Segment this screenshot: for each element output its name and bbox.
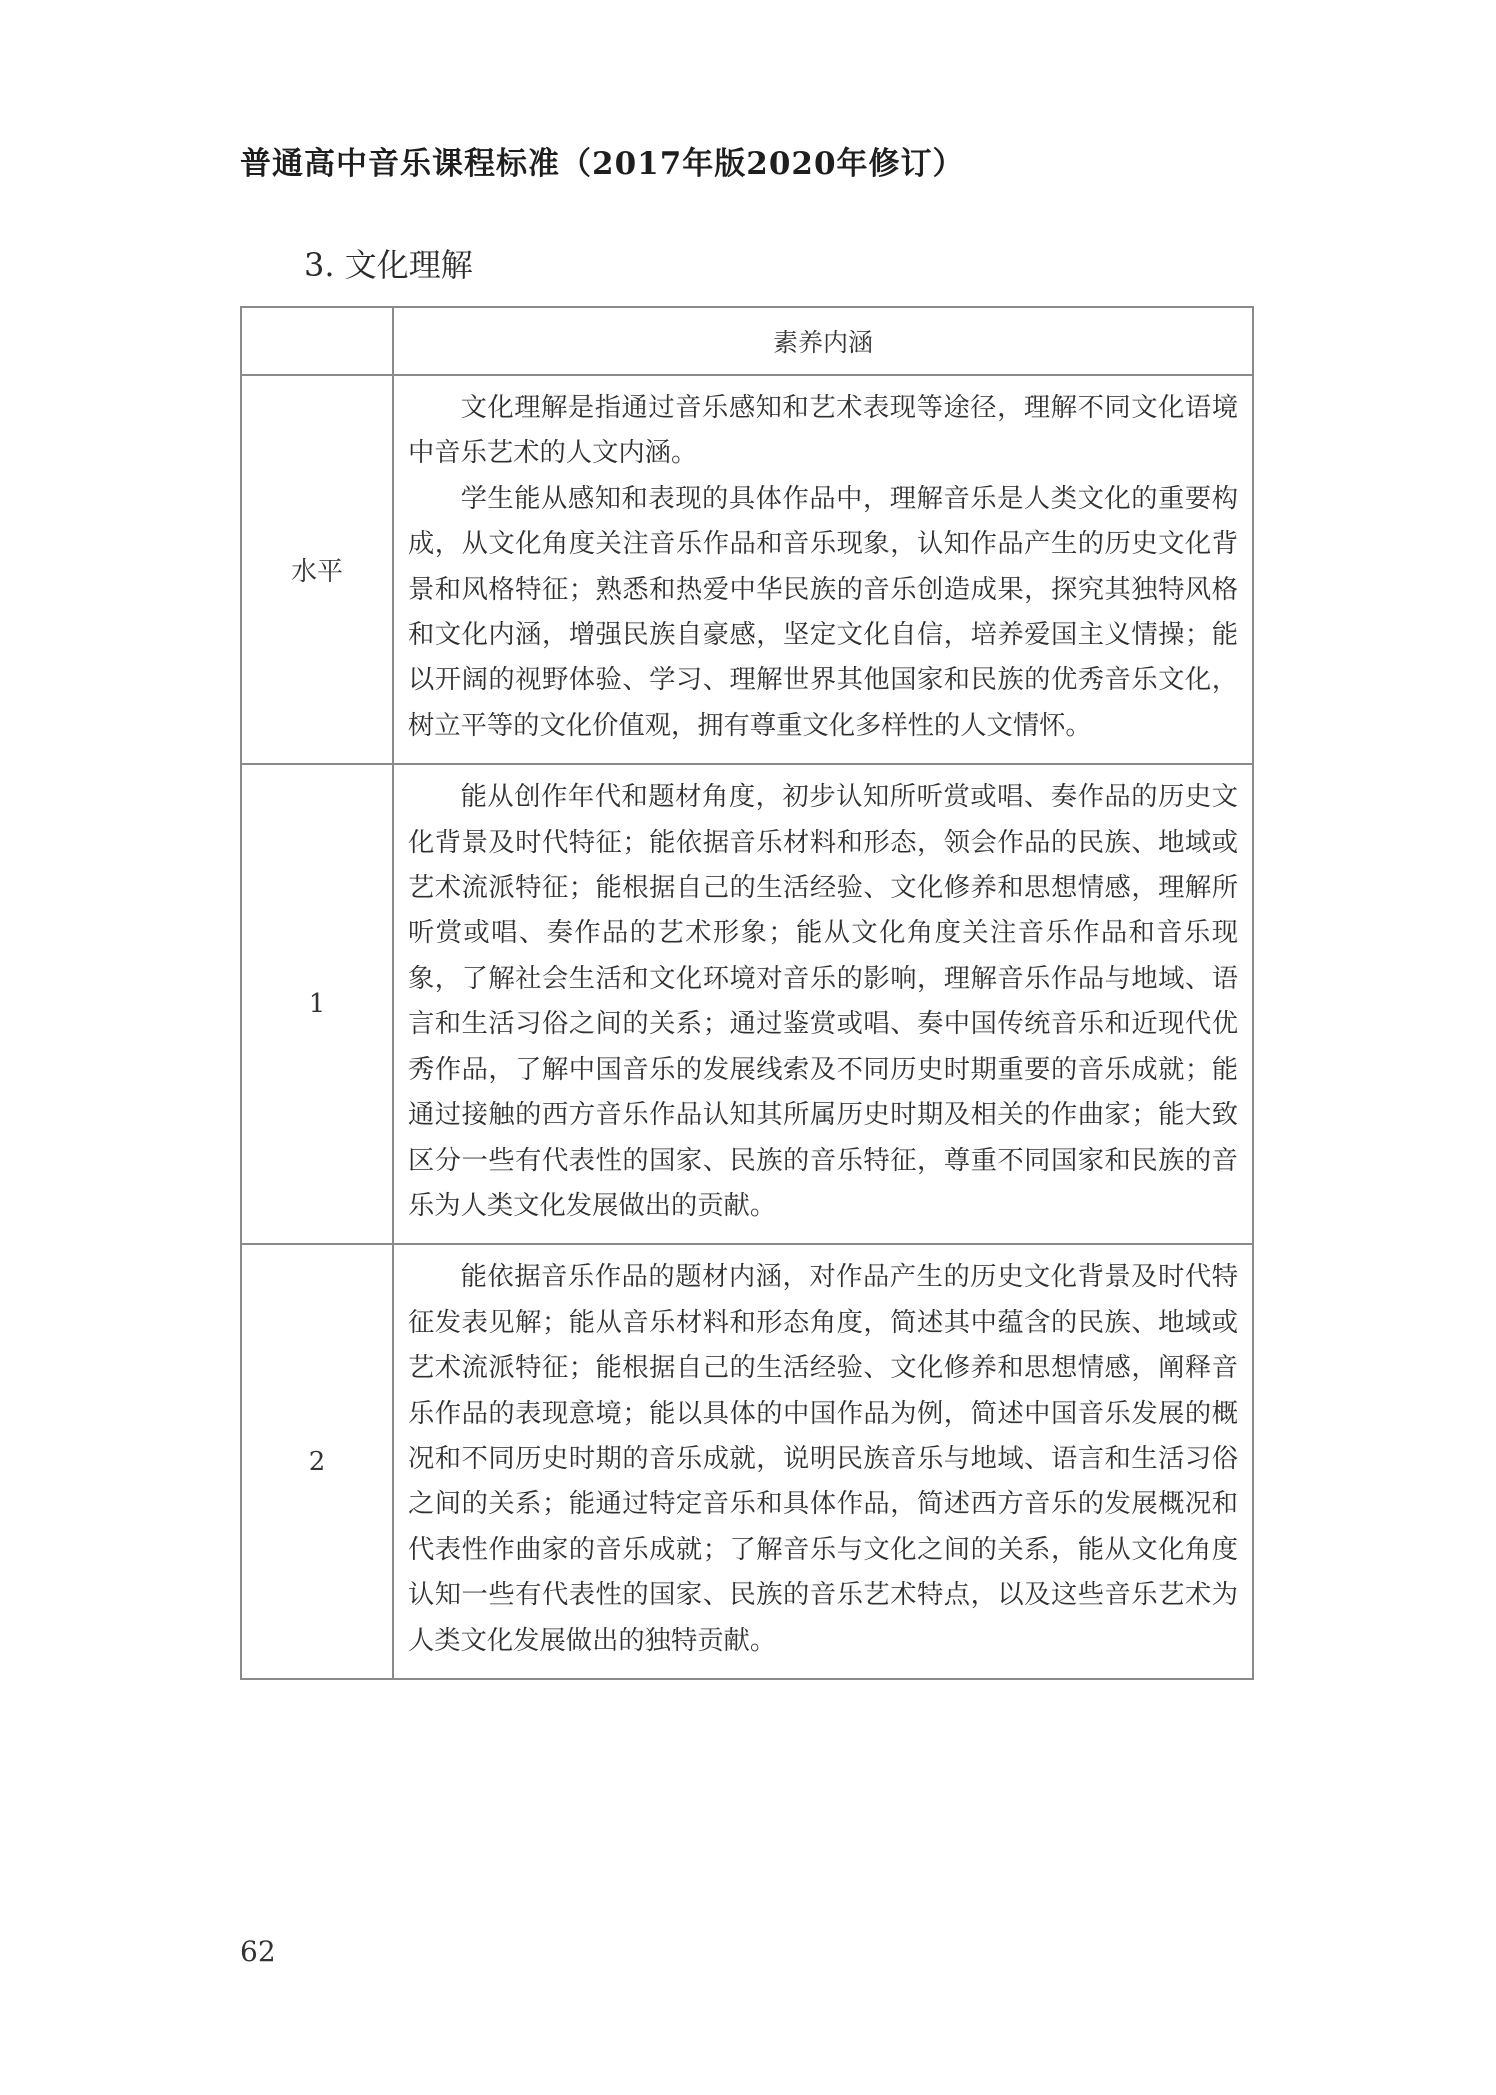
page-number: 62	[240, 1935, 276, 1968]
section-title: 3. 文化理解	[304, 246, 473, 284]
content-cell	[393, 375, 1253, 764]
content-paragraph: 能依据音乐作品的题材内涵，对作品产生的历史文化背景及时代特征发表见解；能从音乐材料和形态角度，简述其中蕴含的民族、地域或艺术流派特征；能根据自己的生活经验、文化修养和思想情感，阐释音乐作品的表现意境；能以具体的中国作品为例，简述中国音乐发展的概况和不同历史时期的音乐成就，说明民族音乐与地域、语言和生活习俗之间的关系；能通过特定音乐和具体作品，简述西方音乐的发展概况和代表性作曲家的音乐成就；了解音乐与文化之间的关系，能从文化角度认知一些有代表性的国家、民族的音乐艺术特点，以及这些音乐艺术为人类文化发展做出的独特贡献。	[408, 1262, 1238, 1656]
table-header-row	[241, 307, 1253, 375]
content-cell	[393, 1244, 1253, 1679]
content-paragraph: 文化理解是指通过音乐感知和艺术表现等途径，理解不同文化语境中音乐艺术的人文内涵。	[408, 393, 1238, 469]
level-label: 2	[241, 1244, 393, 1679]
level-label: 水平	[241, 375, 393, 764]
content-cell	[393, 764, 1253, 1244]
table-row	[241, 764, 1253, 1244]
table-row	[241, 1244, 1253, 1679]
content-paragraph: 能从创作年代和题材角度，初步认知所听赏或唱、奏作品的历史文化背景及时代特征；能依据音乐材料和形态，领会作品的民族、地域或艺术流派特征；能根据自己的生活经验、文化修养和思想情感，理解所听赏或唱、奏作品的艺术形象；能从文化角度关注音乐作品和音乐现象，了解社会生活和文化环境对音乐的影响，理解音乐作品与地域、语言和生活习俗之间的关系；通过鉴赏或唱、奏中国传统音乐和近现代优秀作品，了解中国音乐的发展线索及不同历史时期重要的音乐成就；能通过接触的西方音乐作品认知其所属历史时期及相关的作曲家；能大致区分一些有代表性的国家、民族的音乐特征，尊重不同国家和民族的音乐为人类文化发展做出的贡献。	[408, 782, 1238, 1221]
header-level-cell	[241, 307, 393, 375]
level-label: 1	[241, 764, 393, 1244]
table-row	[241, 375, 1253, 764]
standards-table	[240, 306, 1254, 1680]
page-header-title: 普通高中音乐课程标准（2017年版2020年修订）	[240, 146, 965, 182]
column-header: 素养内涵	[393, 307, 1253, 375]
content-paragraph: 学生能从感知和表现的具体作品中，理解音乐是人类文化的重要构成，从文化角度关注音乐作品和音乐现象，认知作品产生的历史文化背景和风格特征；熟悉和热爱中华民族的音乐创造成果，探究其独特风格和文化内涵，增强民族自豪感，坚定文化自信，培养爱国主义情操；能以开阔的视野体验、学习、理解世界其他国家和民族的优秀音乐文化，树立平等的文化价值观，拥有尊重文化多样性的人文情怀。	[408, 483, 1238, 741]
